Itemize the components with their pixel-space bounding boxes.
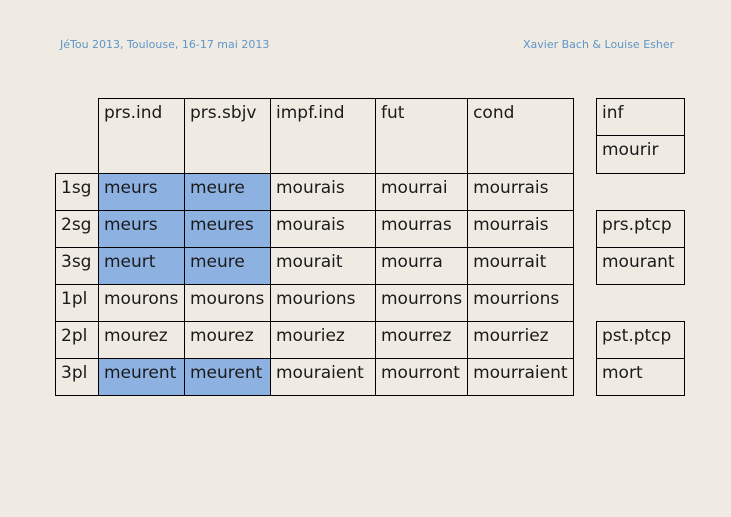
- col-header-fut: fut: [376, 99, 468, 174]
- table-row: [56, 359, 574, 396]
- inf-value: mourir: [597, 136, 685, 174]
- row-label-1pl: 1pl: [56, 285, 99, 322]
- table-row: [56, 285, 574, 322]
- table-row: [56, 248, 574, 285]
- table-cell: mourrait: [468, 248, 573, 285]
- table-cell: meurs: [99, 211, 185, 248]
- row-label-3pl: 3pl: [56, 359, 99, 396]
- corner-cell: [56, 99, 99, 174]
- table-cell: mourons: [99, 285, 185, 322]
- table-cell: meure: [185, 174, 271, 211]
- table-cell: mourriez: [468, 322, 573, 359]
- row-label-2sg: 2sg: [56, 211, 99, 248]
- table-cell: mourrons: [376, 285, 468, 322]
- col-header-impf-ind: impf.ind: [271, 99, 376, 174]
- conjugation-table: [55, 98, 574, 396]
- nonfinite-forms-table: [596, 98, 685, 396]
- prs-ptcp-value: mourant: [597, 248, 685, 285]
- col-header-prs-sbjv: prs.sbjv: [185, 99, 271, 174]
- table-cell: mouriez: [271, 322, 376, 359]
- col-header-prs-ind: prs.ind: [99, 99, 185, 174]
- table-cell: mourrai: [376, 174, 468, 211]
- table-cell: mourait: [271, 248, 376, 285]
- col-header-cond: cond: [468, 99, 573, 174]
- authors-header: Xavier Bach & Louise Esher: [523, 38, 675, 51]
- spacer-cell: [597, 285, 685, 322]
- table-cell: mourrez: [376, 322, 468, 359]
- table-cell: meurent: [99, 359, 185, 396]
- row-label-2pl: 2pl: [56, 322, 99, 359]
- table-cell: mourions: [271, 285, 376, 322]
- table-cell: mourrions: [468, 285, 573, 322]
- table-cell: mourons: [185, 285, 271, 322]
- table-cell: mouraient: [271, 359, 376, 396]
- table-row: [56, 174, 574, 211]
- pst-ptcp-value: mort: [597, 359, 685, 396]
- header-row: [56, 99, 574, 174]
- table-cell: mourez: [99, 322, 185, 359]
- conference-header: JéTou 2013, Toulouse, 16-17 mai 2013: [60, 38, 270, 51]
- table-cell: mourais: [271, 211, 376, 248]
- table-cell: meures: [185, 211, 271, 248]
- prs-ptcp-label: prs.ptcp: [597, 211, 685, 248]
- spacer-cell: [597, 174, 685, 211]
- row-label-1sg: 1sg: [56, 174, 99, 211]
- table-cell: mourra: [376, 248, 468, 285]
- table-row: [56, 322, 574, 359]
- row-label-3sg: 3sg: [56, 248, 99, 285]
- table-cell: mourraient: [468, 359, 573, 396]
- pst-ptcp-label: pst.ptcp: [597, 322, 685, 359]
- table-cell: mourras: [376, 211, 468, 248]
- table-cell: meurs: [99, 174, 185, 211]
- table-cell: meurt: [99, 248, 185, 285]
- table-cell: mourrais: [468, 211, 573, 248]
- table-cell: meurent: [185, 359, 271, 396]
- table-cell: mourez: [185, 322, 271, 359]
- inf-label: inf: [597, 99, 685, 136]
- table-cell: mourrais: [468, 174, 573, 211]
- table-row: [56, 211, 574, 248]
- table-cell: meure: [185, 248, 271, 285]
- table-cell: mourais: [271, 174, 376, 211]
- table-cell: mourront: [376, 359, 468, 396]
